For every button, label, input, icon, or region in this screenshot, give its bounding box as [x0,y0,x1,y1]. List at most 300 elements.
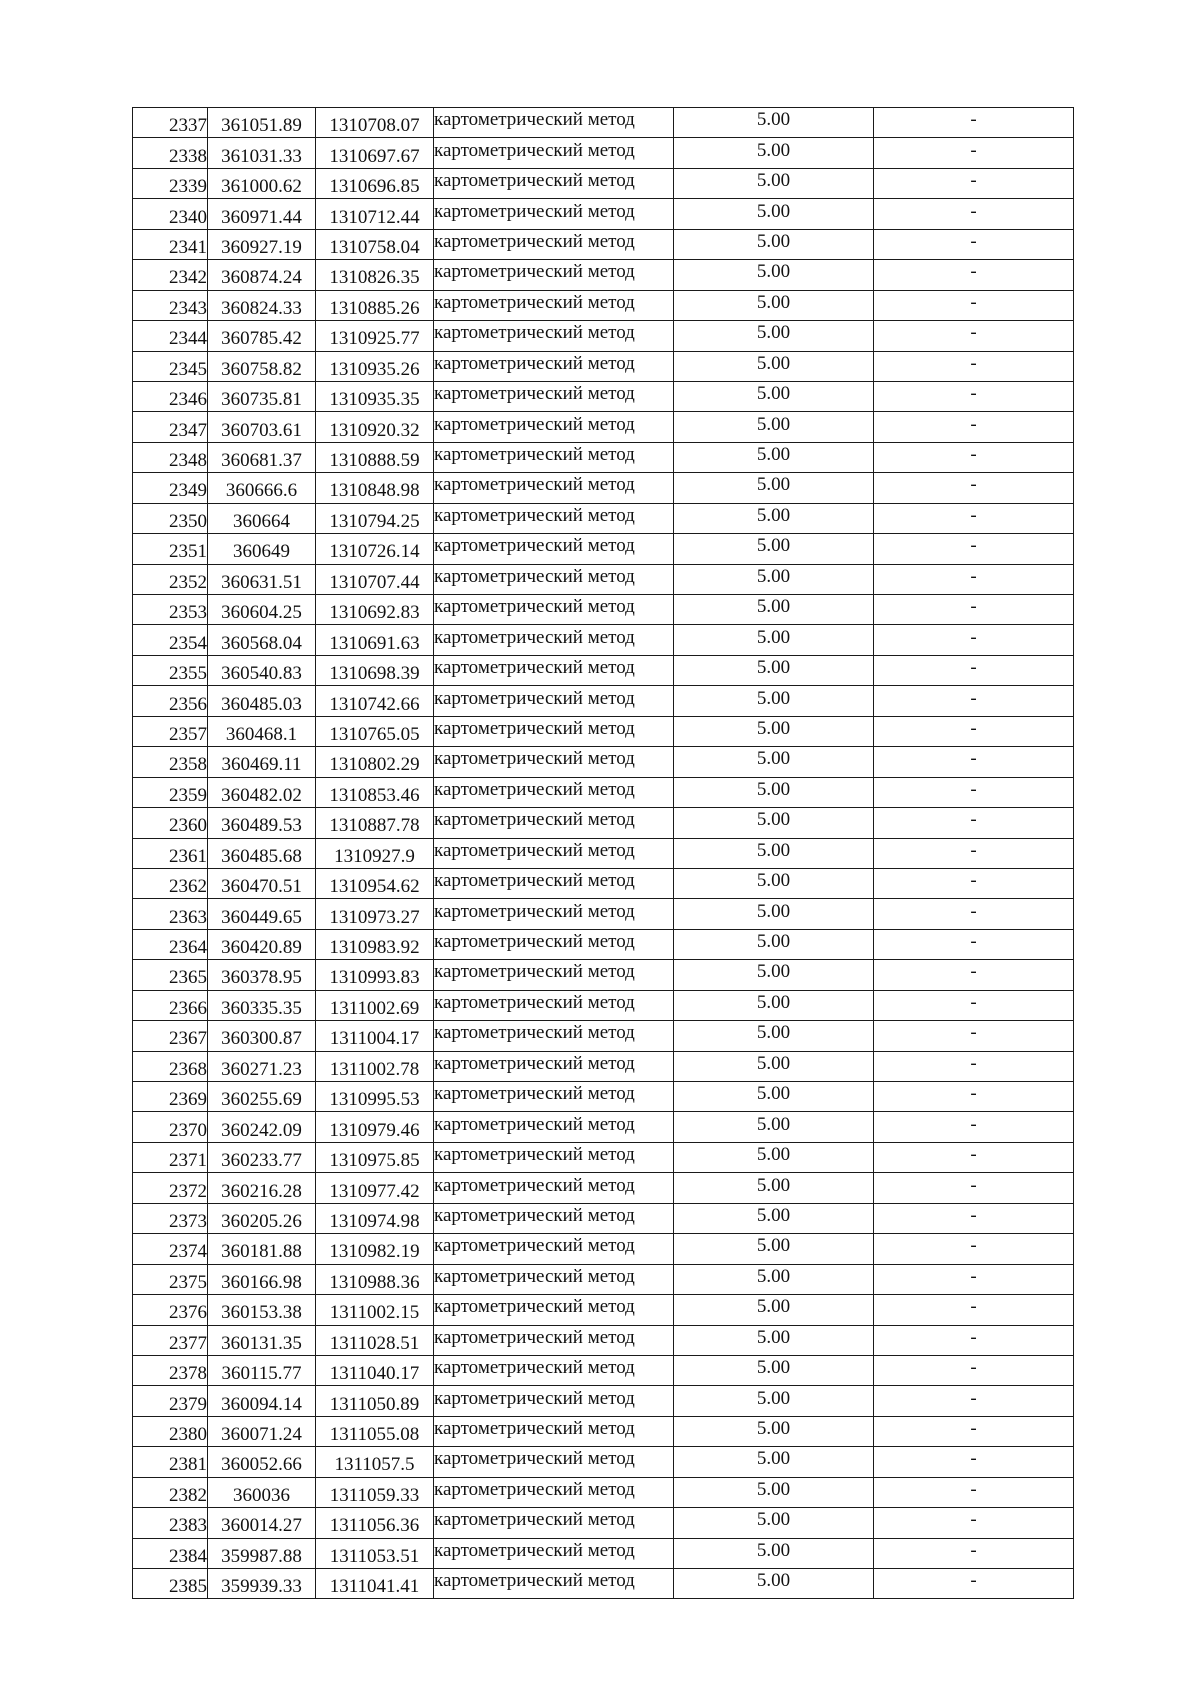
x-coordinate-cell [208,321,316,351]
y-coordinate-cell [316,1355,434,1385]
y-coordinate-cell [316,290,434,320]
y-coordinate-cell-text: 1311002.78 [329,1058,420,1080]
method-cell [434,1142,674,1172]
x-coordinate-cell-text: 360485.03 [221,693,302,715]
method-cell-text: картометрический метод [434,535,635,557]
note-cell-text: - [970,139,977,161]
table-row [133,1569,1074,1599]
x-coordinate-cell [208,838,316,868]
y-coordinate-cell [316,138,434,168]
method-cell-text: картометрический метод [434,230,635,252]
x-coordinate-cell [208,168,316,198]
accuracy-cell-text: 5.00 [756,839,791,861]
point-number-cell [133,899,208,929]
x-coordinate-cell [208,564,316,594]
accuracy-cell [674,1477,874,1507]
note-cell-text: - [970,900,977,922]
accuracy-cell-text: 5.00 [756,1478,791,1500]
method-cell [434,1569,674,1599]
note-cell [874,716,1074,746]
table-row [133,990,1074,1020]
method-cell-text: картометрический метод [434,748,635,770]
note-cell [874,503,1074,533]
method-cell [434,260,674,290]
x-coordinate-cell-text: 360378.95 [221,967,302,989]
note-cell-text: - [970,596,977,618]
table-row [133,1386,1074,1416]
x-coordinate-cell [208,442,316,472]
accuracy-cell-text: 5.00 [756,352,791,374]
point-number-cell-text: 2368 [169,1058,207,1080]
table-row [133,199,1074,229]
table-row [133,1173,1074,1203]
note-cell-text: - [970,1296,977,1318]
note-cell [874,625,1074,655]
method-cell-text: картометрический метод [434,109,635,131]
accuracy-cell [674,655,874,685]
note-cell-text: - [970,170,977,192]
y-coordinate-cell-text: 1310765.05 [329,723,420,745]
method-cell [434,1021,674,1051]
x-coordinate-cell-text: 360703.61 [221,419,302,441]
x-coordinate-cell-text: 360649 [233,541,290,563]
x-coordinate-cell-text: 360568.04 [221,632,302,654]
note-cell-text: - [970,1418,977,1440]
accuracy-cell-text: 5.00 [756,1296,791,1318]
point-number-cell-text: 2364 [169,937,207,959]
note-cell-text: - [970,1113,977,1135]
y-coordinate-cell [316,1051,434,1081]
accuracy-cell-text: 5.00 [756,383,791,405]
accuracy-cell [674,1325,874,1355]
point-number-cell [133,1477,208,1507]
point-number-cell-text: 2373 [169,1210,207,1232]
accuracy-cell-text: 5.00 [756,931,791,953]
note-cell-text: - [970,626,977,648]
y-coordinate-cell-text: 1310691.63 [329,632,420,654]
accuracy-cell [674,686,874,716]
point-number-cell-text: 2345 [169,358,207,380]
note-cell [874,1082,1074,1112]
accuracy-cell-text: 5.00 [756,778,791,800]
y-coordinate-cell [316,808,434,838]
x-coordinate-cell-text: 360468.1 [225,723,298,745]
x-coordinate-cell [208,595,316,625]
y-coordinate-cell-text: 1310698.39 [329,663,420,685]
accuracy-cell [674,1386,874,1416]
accuracy-cell-text: 5.00 [756,1204,791,1226]
note-cell [874,929,1074,959]
x-coordinate-cell-text: 360631.51 [221,571,302,593]
table-row [133,1325,1074,1355]
y-coordinate-cell-text: 1311057.5 [334,1454,415,1476]
accuracy-cell [674,1295,874,1325]
x-coordinate-cell [208,1021,316,1051]
note-cell [874,138,1074,168]
y-coordinate-cell [316,1416,434,1446]
x-coordinate-cell-text: 360094.14 [221,1393,302,1415]
method-cell [434,1173,674,1203]
x-coordinate-cell [208,108,316,138]
y-coordinate-cell-text: 1311004.17 [329,1028,420,1050]
table-row [133,747,1074,777]
note-cell [874,199,1074,229]
point-number-cell [133,1447,208,1477]
table-row [133,868,1074,898]
accuracy-cell-text: 5.00 [756,1052,791,1074]
x-coordinate-cell-text: 360489.53 [221,815,302,837]
note-cell-text: - [970,1357,977,1379]
accuracy-cell [674,199,874,229]
table-row [133,899,1074,929]
accuracy-cell [674,442,874,472]
y-coordinate-cell [316,412,434,442]
method-cell-text: картометрический метод [434,1083,635,1105]
x-coordinate-cell-text: 360540.83 [221,663,302,685]
accuracy-cell-text: 5.00 [756,474,791,496]
note-cell-text: - [970,839,977,861]
method-cell [434,1477,674,1507]
method-cell [434,686,674,716]
x-coordinate-cell-text: 360927.19 [221,236,302,258]
point-number-cell-text: 2341 [169,236,207,258]
x-coordinate-cell [208,1203,316,1233]
x-coordinate-cell-text: 360071.24 [221,1424,302,1446]
note-cell [874,777,1074,807]
table-row [133,808,1074,838]
method-cell-text: картометрический метод [434,1265,635,1287]
point-number-cell [133,1112,208,1142]
x-coordinate-cell-text: 360233.77 [221,1150,302,1172]
note-cell-text: - [970,687,977,709]
y-coordinate-cell-text: 1310979.46 [329,1119,420,1141]
method-cell [434,1416,674,1446]
table-row [133,1508,1074,1538]
x-coordinate-cell [208,1508,316,1538]
point-number-cell [133,990,208,1020]
x-coordinate-cell-text: 360666.6 [225,480,298,502]
x-coordinate-cell [208,199,316,229]
x-coordinate-cell-text: 361051.89 [221,115,302,137]
table-row [133,321,1074,351]
x-coordinate-cell [208,990,316,1020]
accuracy-cell-text: 5.00 [756,1265,791,1287]
y-coordinate-cell [316,899,434,929]
y-coordinate-cell-text: 1310697.67 [329,145,420,167]
note-cell [874,655,1074,685]
x-coordinate-cell-text: 360785.42 [221,328,302,350]
note-cell [874,1234,1074,1264]
method-cell-text: картометрический метод [434,322,635,344]
x-coordinate-cell-text: 360335.35 [221,997,302,1019]
y-coordinate-cell-text: 1310982.19 [329,1241,420,1263]
point-number-cell-text: 2354 [169,632,207,654]
method-cell-text: картометрический метод [434,626,635,648]
accuracy-cell-text: 5.00 [756,1113,791,1135]
note-cell [874,747,1074,777]
point-number-cell-text: 2350 [169,510,207,532]
y-coordinate-cell [316,1447,434,1477]
y-coordinate-cell [316,777,434,807]
point-number-cell-text: 2375 [169,1271,207,1293]
table-row [133,442,1074,472]
y-coordinate-cell-text: 1310935.26 [329,358,420,380]
point-number-cell [133,1538,208,1568]
accuracy-cell-text: 5.00 [756,657,791,679]
point-number-cell-text: 2358 [169,754,207,776]
point-number-cell [133,1173,208,1203]
x-coordinate-cell-text: 361031.33 [221,145,302,167]
point-number-cell [133,625,208,655]
point-number-cell-text: 2380 [169,1424,207,1446]
y-coordinate-cell [316,1264,434,1294]
x-coordinate-cell [208,1477,316,1507]
x-coordinate-cell-text: 360216.28 [221,1180,302,1202]
note-cell-text: - [970,1326,977,1348]
method-cell-text: картометрический метод [434,596,635,618]
accuracy-cell [674,503,874,533]
method-cell-text: картометрический метод [434,717,635,739]
note-cell [874,1569,1074,1599]
x-coordinate-cell-text: 360300.87 [221,1028,302,1050]
method-cell [434,1538,674,1568]
note-cell [874,229,1074,259]
x-coordinate-cell [208,1538,316,1568]
y-coordinate-cell [316,260,434,290]
x-coordinate-cell [208,777,316,807]
note-cell-text: - [970,1144,977,1166]
note-cell-text: - [970,565,977,587]
accuracy-cell-text: 5.00 [756,444,791,466]
note-cell [874,1264,1074,1294]
method-cell-text: картометрический метод [434,1022,635,1044]
accuracy-cell [674,747,874,777]
table-row [133,1234,1074,1264]
table-row [133,1051,1074,1081]
accuracy-cell [674,290,874,320]
y-coordinate-cell [316,442,434,472]
accuracy-cell-text: 5.00 [756,1357,791,1379]
point-number-cell [133,381,208,411]
y-coordinate-cell-text: 1310977.42 [329,1180,420,1202]
method-cell-text: картометрический метод [434,261,635,283]
x-coordinate-cell-text: 360449.65 [221,906,302,928]
accuracy-cell [674,838,874,868]
y-coordinate-cell [316,108,434,138]
table-row [133,1142,1074,1172]
note-cell [874,899,1074,929]
table-row [133,1355,1074,1385]
coordinates-table [132,107,1074,1599]
accuracy-cell-text: 5.00 [756,139,791,161]
y-coordinate-cell [316,564,434,594]
accuracy-cell-text: 5.00 [756,626,791,648]
note-cell-text: - [970,717,977,739]
point-number-cell-text: 2376 [169,1302,207,1324]
y-coordinate-cell [316,1112,434,1142]
method-cell [434,534,674,564]
y-coordinate-cell [316,1173,434,1203]
method-cell [434,1264,674,1294]
table-row [133,716,1074,746]
accuracy-cell-text: 5.00 [756,109,791,131]
x-coordinate-cell-text: 360824.33 [221,297,302,319]
accuracy-cell [674,1508,874,1538]
accuracy-cell-text: 5.00 [756,413,791,435]
x-coordinate-cell [208,1569,316,1599]
accuracy-cell [674,412,874,442]
accuracy-cell [674,168,874,198]
method-cell-text: картометрический метод [434,291,635,313]
point-number-cell [133,1203,208,1233]
point-number-cell-text: 2377 [169,1332,207,1354]
method-cell-text: картометрический метод [434,657,635,679]
x-coordinate-cell-text: 360014.27 [221,1515,302,1537]
point-number-cell-text: 2382 [169,1484,207,1506]
note-cell-text: - [970,1539,977,1561]
note-cell-text: - [970,535,977,557]
method-cell-text: картометрический метод [434,200,635,222]
accuracy-cell [674,1112,874,1142]
method-cell-text: картометрический метод [434,1478,635,1500]
x-coordinate-cell [208,412,316,442]
point-number-cell [133,534,208,564]
y-coordinate-cell-text: 1310826.35 [329,267,420,289]
y-coordinate-cell [316,534,434,564]
point-number-cell [133,199,208,229]
note-cell [874,1325,1074,1355]
note-cell-text: - [970,200,977,222]
y-coordinate-cell [316,168,434,198]
y-coordinate-cell [316,595,434,625]
point-number-cell [133,808,208,838]
method-cell [434,1082,674,1112]
point-number-cell-text: 2346 [169,389,207,411]
accuracy-cell-text: 5.00 [756,1509,791,1531]
accuracy-cell [674,1234,874,1264]
point-number-cell [133,108,208,138]
point-number-cell-text: 2369 [169,1089,207,1111]
point-number-cell-text: 2379 [169,1393,207,1415]
table-row [133,1021,1074,1051]
method-cell [434,1325,674,1355]
y-coordinate-cell-text: 1311053.51 [329,1545,420,1567]
point-number-cell-text: 2362 [169,876,207,898]
method-cell-text: картометрический метод [434,1204,635,1226]
y-coordinate-cell [316,1142,434,1172]
y-coordinate-cell-text: 1310995.53 [329,1089,420,1111]
accuracy-cell [674,1173,874,1203]
point-number-cell [133,473,208,503]
y-coordinate-cell-text: 1310925.77 [329,328,420,350]
note-cell [874,473,1074,503]
x-coordinate-cell-text: 360242.09 [221,1119,302,1141]
note-cell [874,595,1074,625]
y-coordinate-cell-text: 1311002.15 [329,1302,420,1324]
accuracy-cell-text: 5.00 [756,991,791,1013]
y-coordinate-cell-text: 1310726.14 [329,541,420,563]
y-coordinate-cell [316,686,434,716]
x-coordinate-cell [208,1295,316,1325]
x-coordinate-cell [208,1234,316,1264]
accuracy-cell-text: 5.00 [756,1235,791,1257]
x-coordinate-cell [208,290,316,320]
note-cell-text: - [970,444,977,466]
accuracy-cell [674,138,874,168]
table-row [133,625,1074,655]
table-row [133,1082,1074,1112]
accuracy-cell [674,1051,874,1081]
x-coordinate-cell-text: 360604.25 [221,602,302,624]
table-row [133,351,1074,381]
note-cell [874,808,1074,838]
x-coordinate-cell [208,260,316,290]
table-row [133,1295,1074,1325]
table-row [133,381,1074,411]
table-row [133,1538,1074,1568]
table-row [133,1416,1074,1446]
method-cell-text: картометрический метод [434,1418,635,1440]
x-coordinate-cell [208,138,316,168]
table-row [133,534,1074,564]
note-cell [874,1112,1074,1142]
y-coordinate-cell-text: 1310920.32 [329,419,420,441]
y-coordinate-cell-text: 1310692.83 [329,602,420,624]
y-coordinate-cell [316,1295,434,1325]
x-coordinate-cell [208,868,316,898]
method-cell [434,412,674,442]
note-cell-text: - [970,1174,977,1196]
x-coordinate-cell-text: 360153.38 [221,1302,302,1324]
accuracy-cell [674,1203,874,1233]
y-coordinate-cell [316,655,434,685]
note-cell-text: - [970,809,977,831]
x-coordinate-cell-text: 360271.23 [221,1058,302,1080]
method-cell-text: картометрический метод [434,1144,635,1166]
method-cell-text: картометрический метод [434,1235,635,1257]
note-cell [874,1355,1074,1385]
y-coordinate-cell-text: 1310983.92 [329,937,420,959]
note-cell [874,1416,1074,1446]
method-cell [434,199,674,229]
note-cell-text: - [970,1448,977,1470]
table-row [133,1112,1074,1142]
y-coordinate-cell-text: 1310758.04 [329,236,420,258]
point-number-cell [133,503,208,533]
table-row [133,473,1074,503]
y-coordinate-cell [316,1538,434,1568]
method-cell-text: картометрический метод [434,504,635,526]
accuracy-cell-text: 5.00 [756,717,791,739]
point-number-cell-text: 2383 [169,1515,207,1537]
point-number-cell [133,655,208,685]
y-coordinate-cell [316,1569,434,1599]
accuracy-cell [674,899,874,929]
accuracy-cell [674,1416,874,1446]
point-number-cell-text: 2374 [169,1241,207,1263]
method-cell-text: картометрический метод [434,413,635,435]
method-cell [434,108,674,138]
method-cell [434,1112,674,1142]
point-number-cell [133,929,208,959]
note-cell-text: - [970,1509,977,1531]
x-coordinate-cell-text: 360482.02 [221,784,302,806]
note-cell-text: - [970,657,977,679]
accuracy-cell [674,564,874,594]
x-coordinate-cell-text: 360971.44 [221,206,302,228]
x-coordinate-cell-text: 360735.81 [221,389,302,411]
point-number-cell [133,1051,208,1081]
